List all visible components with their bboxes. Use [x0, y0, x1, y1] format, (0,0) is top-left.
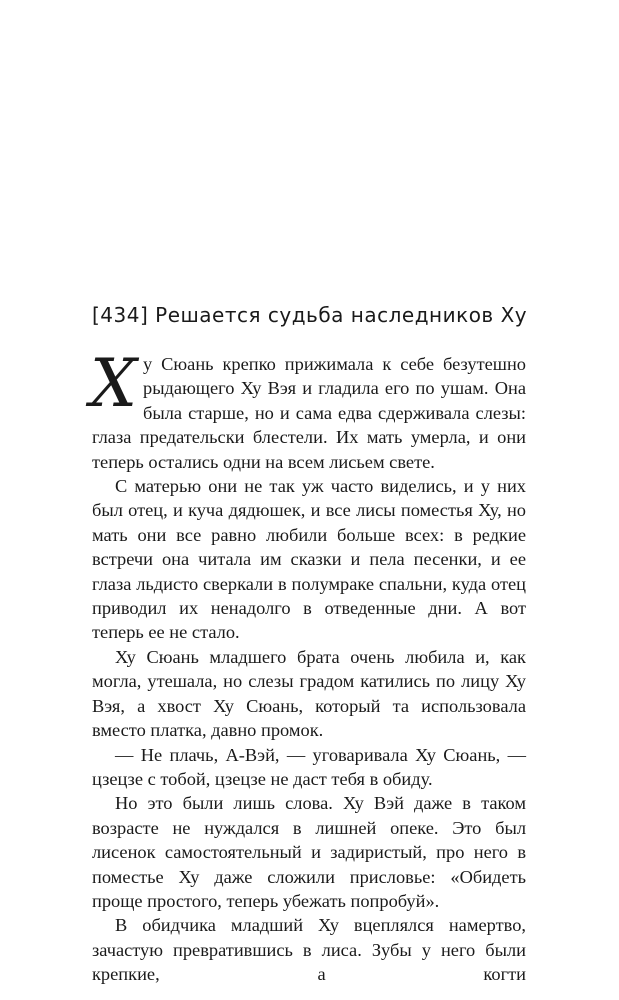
paragraph-2: С матерью они не так уж часто виделись, и у них был отец, и куча дядюшек, и все лисы поместья Ху, но мать они все равно любили больше всех: в редкие встречи она читала им сказки и пела песенки, и ее глаза льдисто сверкали в полумраке спальни, куда отец приводил их ненадолго в отведенные дни. А вот теперь ее не стало.	[92, 476, 526, 643]
paragraph-1-text: у Сюань крепко прижимала к себе безутешно рыдающего Ху Вэя и гладила его по ушам. Она была старше, но и сама едва сдерживала слезы: глаза предательски блестели. Их мать умерла, и они теперь остались одни на всем лисьем свете.	[92, 354, 526, 472]
chapter-title: [434] Решается судьба наследников Ху	[92, 303, 528, 327]
paragraph-3: Ху Сюань младшего брата очень любила и, как могла, утешала, но слезы градом катились по лицу Ху Вэя, а хвост Ху Сюань, который та использовала вместо платка, давно промок.	[92, 646, 526, 741]
drop-cap: Х	[90, 345, 137, 422]
paragraph-5: Но это были лишь слова. Ху Вэй даже в таком возрасте не нуждался в лишней опеке. Это был лисенок самостоятельный и задиристый, про него в поместье Ху даже сложили присловье: «Обидеть проще простого, теперь убежать попробуй».	[92, 793, 526, 911]
paragraph-4: — Не плачь, А-Вэй, — уговаривала Ху Сюань, — цзецзе с тобой, цзецзе не даст тебя в обиду.	[92, 744, 526, 789]
paragraph-6: В обидчика младший Ху вцеплялся намертво, зачастую превратившись в лиса. Зубы у него были крепкие, а когти	[92, 915, 526, 985]
body-text	[90, 345, 526, 987]
paragraph-1	[90, 345, 526, 474]
